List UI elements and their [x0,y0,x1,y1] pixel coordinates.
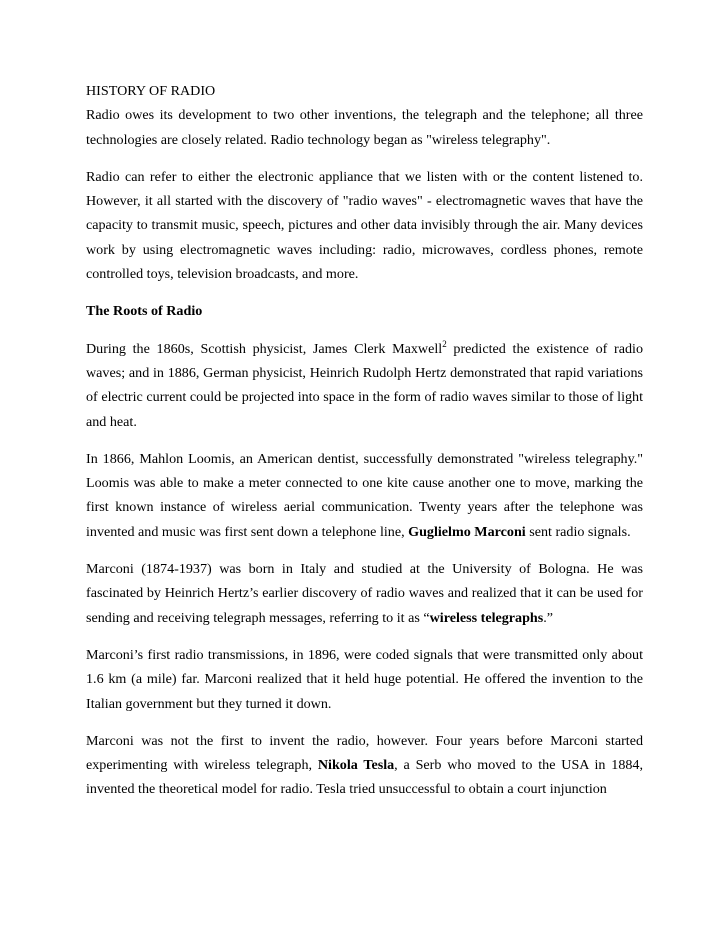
paragraph-marconi-bio-text-start: Marconi (1874-1937) was born in Italy and studied at the University of Bologna. He was fascinated by Heinrich Hertz’s earlier discovery of radio waves and realized that it can be used for sending and receiving telegraph messages, referring to it as “ [86,561,643,626]
paragraph-marconi-bio-text-end: .” [543,609,554,626]
paragraph-loomis [86,447,643,544]
paragraph-marconi-bio [86,557,643,630]
bold-name-marconi: Guglielmo Marconi [408,523,526,540]
paragraph-tesla-text-start: Marconi was not the first to invent the radio, however. Four years before Marconi started experimenting with wireless telegraph, [86,732,643,774]
paragraph-tesla [86,729,643,802]
paragraph-tesla-text-end: , a Serb who moved to the USA in 1884, invented the theoretical model for radio. Tesla tried unsuccessful to obtain a court injunction [86,757,643,798]
bold-name-tesla: Nikola Tesla [317,757,395,774]
intro-paragraph-1: Radio owes its development to two other inventions, the telegraph and the telephone; all three technologies are closely related. Radio technology began as "wireless telegraphy". [86,107,643,148]
paragraph-loomis-text-end: sent radio signals. [525,523,631,540]
footnote-reference: 2 [442,338,447,349]
paragraph-maxwell-text-start: During the 1860s, Scottish physicist, James Clerk Maxwell [86,340,443,357]
section-heading-roots-of-radio: The Roots of Radio [86,303,203,320]
paragraph-loomis-text-start: In 1866, Mahlon Loomis, an American dentist, successfully demonstrated "wireless telegraphy." Loomis was able to make a meter connected to one kite cause another one to move, marking the first known instance of wireless aerial communication. Twenty years after the telephone was invented and music was first sent down a telephone line, [86,450,643,540]
paragraph-marconi-transmissions: Marconi’s first radio transmissions, in 1896, were coded signals that were transmitted only about 1.6 km (a mile) far. Marconi realized that it held huge potential. He offered the invention to the Italian government but they turned it down. [86,646,643,712]
document-title: HISTORY OF RADIO [86,83,216,99]
paragraph-maxwell-text-end: predicted the existence of radio waves; and in 1886, German physicist, Heinrich Rudolph Hertz demonstrated that rapid variations of electric current could be projected into space in the form of radio waves similar to those of light and heat. [86,340,643,430]
intro-paragraph-2: Radio can refer to either the electronic appliance that we listen with or the content listened to. However, it all started with the discovery of "radio waves" - electromagnetic waves that have the capacity to transmit music, speech, pictures and other data invisibly through the air. Many devices work by using electromagnetic waves including: radio, microwaves, cordless phones, remote controlled toys, television broadcasts, and more. [86,168,643,283]
document-page [86,79,643,815]
bold-term-wireless-telegraphs: wireless telegraphs [429,609,544,626]
paragraph-maxwell-hertz [86,337,643,434]
